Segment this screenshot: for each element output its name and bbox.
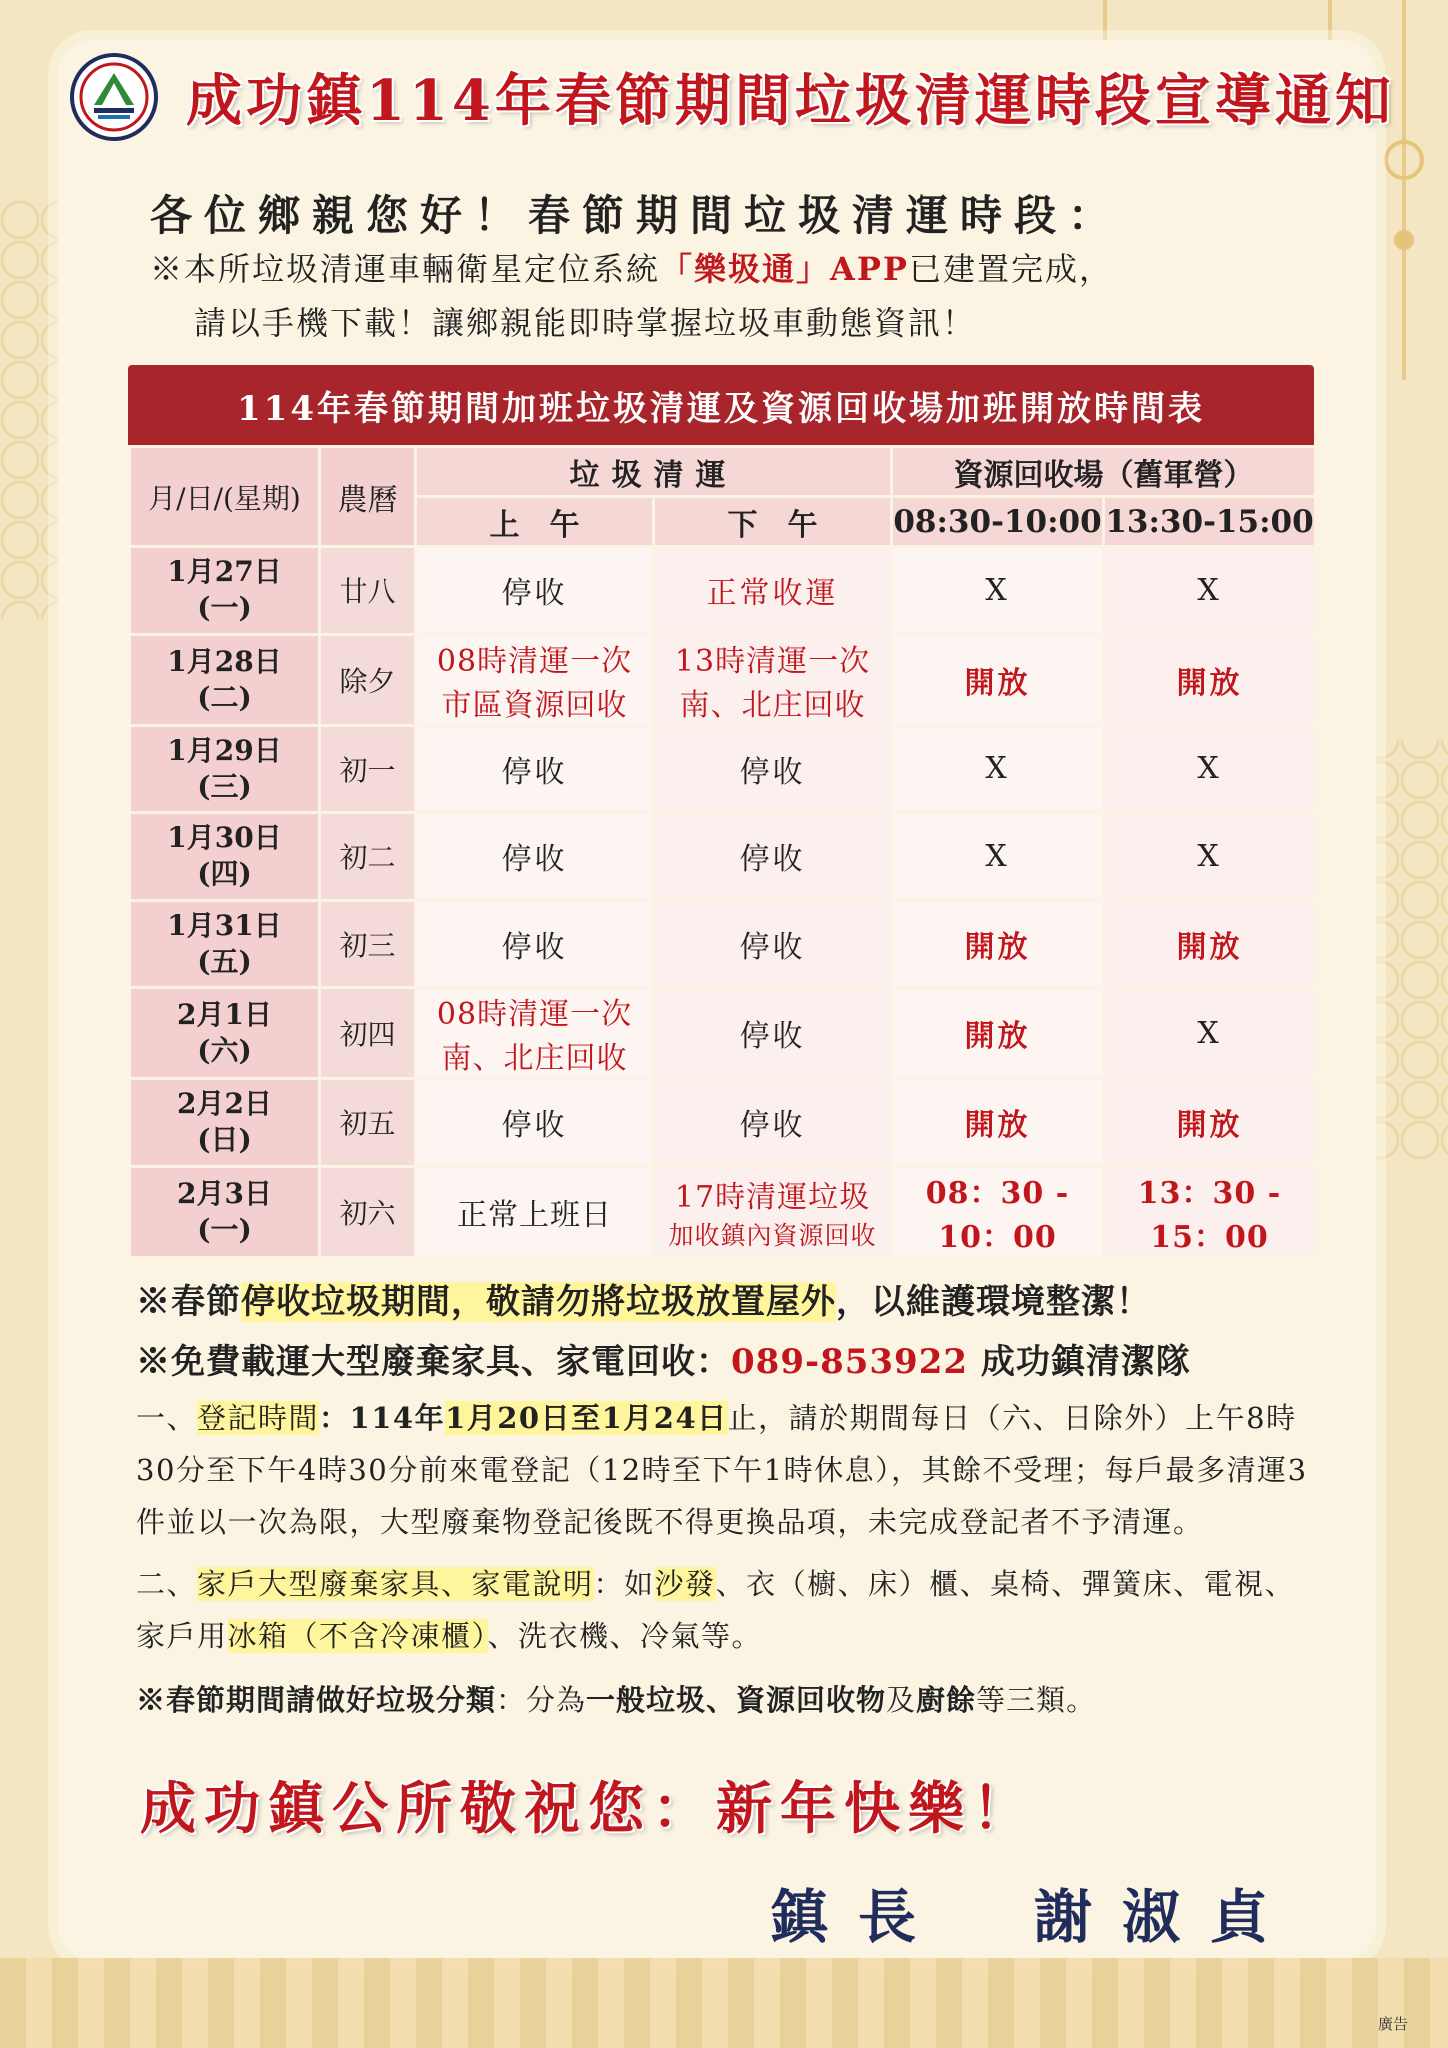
- intro-prefix: ※本所垃圾清運車輛衛星定位系統: [150, 250, 661, 288]
- row-slot2: 13：30 - 15：00: [1104, 1166, 1316, 1257]
- row-date: 1月27日 (一): [130, 547, 320, 635]
- app-name: 「樂圾通」APP: [660, 250, 909, 288]
- row-pm: 停收: [654, 725, 892, 813]
- header-afternoon: 下 午: [654, 497, 892, 547]
- row-slot1: X: [892, 547, 1104, 635]
- row-pm: 停收: [654, 1079, 892, 1167]
- header: [70, 52, 1395, 142]
- row-pm: 17時清運垃圾 加收鎮內資源回收: [654, 1166, 892, 1257]
- greeting: 各位鄉親您好！春節期間垃圾清運時段：: [150, 191, 1123, 240]
- note-sorting: ※春節期間請做好垃圾分類：分為一般垃圾、資源回收物及廚餘等三類。: [136, 1683, 1097, 1717]
- row-lunar: 初四: [320, 988, 416, 1079]
- header-date: 月/日/(星期): [130, 447, 320, 547]
- intro-suffix: 已建置完成，: [908, 250, 1113, 288]
- table-title: 114年春節期間加班垃圾清運及資源回收場加班開放時間表: [128, 365, 1314, 445]
- row-slot1: 開放: [892, 988, 1104, 1079]
- row-lunar: 初五: [320, 1079, 416, 1167]
- table-row: [130, 725, 1316, 813]
- row-lunar: 廿八: [320, 547, 416, 635]
- intro-line2: 請以手機下載！讓鄉親能即時掌握垃圾車動態資訊！: [194, 304, 977, 342]
- row-slot1: X: [892, 725, 1104, 813]
- table-row: [130, 1079, 1316, 1167]
- row-slot1: 開放: [892, 634, 1104, 725]
- row-date: 1月30日 (四): [130, 813, 320, 901]
- closing-greeting: 成功鎮公所敬祝您：新年快樂！: [140, 1776, 1036, 1842]
- row-slot1: 開放: [892, 1079, 1104, 1167]
- notes: [136, 1272, 1316, 1726]
- header-lunar: 農曆: [320, 447, 416, 547]
- row-slot2: 開放: [1104, 1079, 1316, 1167]
- row-lunar: 初二: [320, 813, 416, 901]
- header-slot1: 08:30-10:00: [892, 497, 1104, 547]
- note-bulky-waste: ※免費載運大型廢棄家具、家電回收：089-853922 成功鎮清潔隊: [136, 1342, 1191, 1382]
- row-date: 2月1日 (六): [130, 988, 320, 1079]
- bottom-border: [0, 1958, 1448, 2048]
- row-lunar: 除夕: [320, 634, 416, 725]
- row-slot2: 開放: [1104, 634, 1316, 725]
- row-pm: 13時清運一次 南、北庄回收: [654, 634, 892, 725]
- table-row: [130, 900, 1316, 988]
- header-garbage: 垃圾清運: [416, 447, 892, 497]
- row-date: 1月28日 (二): [130, 634, 320, 725]
- row-am: 停收: [416, 900, 654, 988]
- phone-number: 089-853922: [731, 1342, 969, 1382]
- row-slot1: 08：30 - 10：00: [892, 1166, 1104, 1257]
- row-slot2: X: [1104, 988, 1316, 1079]
- table-row: [130, 634, 1316, 725]
- row-pm: 停收: [654, 813, 892, 901]
- note-no-garbage-outside: ※春節停收垃圾期間，敬請勿將垃圾放置屋外，以維護環境整潔！: [136, 1282, 1151, 1322]
- signer: 鎮長 謝淑貞: [769, 1883, 1298, 1951]
- row-am: 停收: [416, 725, 654, 813]
- row-date: 1月31日 (五): [130, 900, 320, 988]
- row-slot1: 開放: [892, 900, 1104, 988]
- row-pm: 停收: [654, 988, 892, 1079]
- row-lunar: 初三: [320, 900, 416, 988]
- header-slot2: 13:30-15:00: [1104, 497, 1316, 547]
- table-row: [130, 1166, 1316, 1257]
- row-am: 正常上班日: [416, 1166, 654, 1257]
- header-recycle: 資源回收場（舊軍營）: [892, 447, 1316, 497]
- note-registration: 一、登記時間：114年1月20日至1月24日止，請於期間每日（六、日除外）上午8時30分至下午4時30分前來電登記（12時至下午1時休息），其餘不受理；每戶最多清運3件並以一次為限，大型廢棄物登記後既不得更換品項，未完成登記者不予清運。: [136, 1401, 1308, 1539]
- table-row: [130, 813, 1316, 901]
- note-items: 二、家戶大型廢棄家具、家電說明：如沙發、衣（櫥、床）櫃、桌椅、彈簧床、電視、家戶用冰箱（不含冷凍櫃）、洗衣機、冷氣等。: [136, 1567, 1296, 1653]
- header-morning: 上 午: [416, 497, 654, 547]
- row-am: 08時清運一次 市區資源回收: [416, 634, 654, 725]
- row-am: 08時清運一次 南、北庄回收: [416, 988, 654, 1079]
- row-lunar: 初一: [320, 725, 416, 813]
- row-date: 1月29日 (三): [130, 725, 320, 813]
- row-lunar: 初六: [320, 1166, 416, 1257]
- row-date: 2月3日 (一): [130, 1166, 320, 1257]
- township-seal-icon: [70, 53, 158, 141]
- intro: [150, 242, 1113, 350]
- row-am: 停收: [416, 547, 654, 635]
- page-title: 成功鎮114年春節期間垃圾清運時段宣導通知: [186, 68, 1395, 134]
- row-am: 停收: [416, 1079, 654, 1167]
- row-slot2: X: [1104, 547, 1316, 635]
- table-row: [130, 988, 1316, 1079]
- schedule-table: [128, 365, 1314, 1259]
- row-pm: 停收: [654, 900, 892, 988]
- row-am: 停收: [416, 813, 654, 901]
- ad-label: 廣告: [1377, 2015, 1408, 2033]
- row-slot2: X: [1104, 725, 1316, 813]
- row-slot2: X: [1104, 813, 1316, 901]
- row-pm: 正常收運: [654, 547, 892, 635]
- row-date: 2月2日 (日): [130, 1079, 320, 1167]
- table-row: [130, 547, 1316, 635]
- row-slot1: X: [892, 813, 1104, 901]
- row-slot2: 開放: [1104, 900, 1316, 988]
